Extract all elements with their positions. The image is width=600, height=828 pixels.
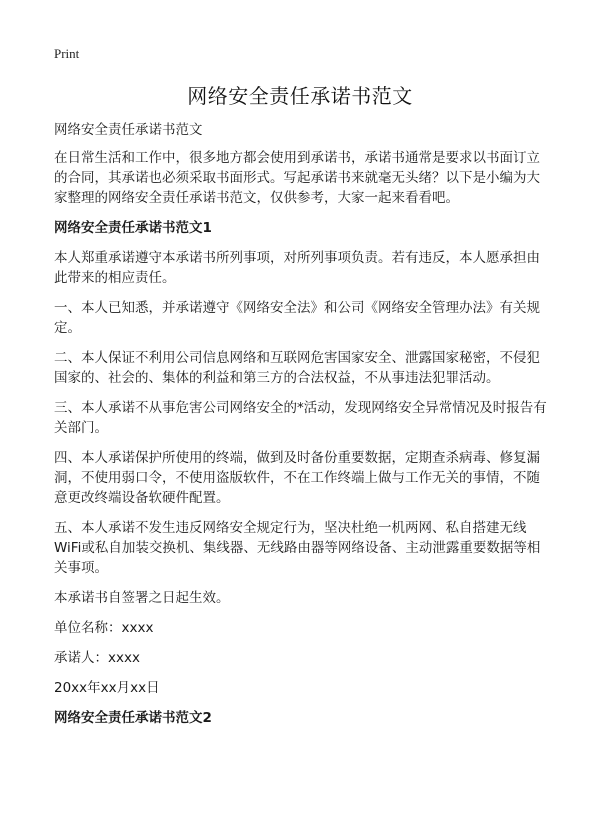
document-body: [54, 120, 550, 738]
unit-name-line: 单位名称：xxxx: [54, 620, 154, 636]
section-1-heading: 网络安全责任承诺书范文1: [54, 220, 212, 236]
intro-paragraph: 在日常生活和工作中，很多地方都会使用到承诺书，承诺书通常是要求以书面订立的合同，其承诺也必须采取书面形式。写起承诺书来就毫无头绪？以下是小编为大家整理的网络安全责任承诺书范文，仅供参考，大家一起来看看吧。: [54, 150, 540, 206]
subtitle: 网络安全责任承诺书范文: [54, 122, 203, 138]
section-2-heading: 网络安全责任承诺书范文2: [54, 710, 212, 726]
paragraph-item-1: 一、本人已知悉，并承诺遵守《网络安全法》和公司《网络安全管理办法》有关规定。: [54, 300, 540, 336]
page-title: 网络安全责任承诺书范文: [187, 84, 413, 108]
paragraph-item-3: 三、本人承诺不从事危害公司网络安全的*活动，发现网络安全异常情况及时报告有关部门。: [54, 400, 547, 436]
paragraph-item-4: 四、本人承诺保护所使用的终端，做到及时备份重要数据，定期查杀病毒、修复漏洞，不使用弱口令，不使用盗版软件，不在工作终端上做与工作无关的事情，不随意更改终端设备软硬件配置。: [54, 450, 540, 506]
signer-line: 承诺人：xxxx: [54, 650, 140, 666]
paragraph-pledge: 本人郑重承诺遵守本承诺书所列事项，对所列事项负责。若有违反，本人愿承担由此带来的相应责任。: [54, 250, 540, 286]
date-line: 20xx年xx月xx日: [54, 680, 160, 696]
paragraph-item-2: 二、本人保证不利用公司信息网络和互联网危害国家安全、泄露国家秘密，不侵犯国家的、社会的、集体的利益和第三方的合法权益，不从事违法犯罪活动。: [54, 350, 540, 386]
print-link[interactable]: Print: [54, 46, 80, 61]
paragraph-effective: 本承诺书自签署之日起生效。: [54, 590, 230, 606]
paragraph-item-5: 五、本人承诺不发生违反网络安全规定行为，坚决杜绝一机两网、私自搭建无线WiFi或私自加装交换机、集线器、无线路由器等网络设备、主动泄露重要数据等相关事项。: [54, 520, 541, 576]
